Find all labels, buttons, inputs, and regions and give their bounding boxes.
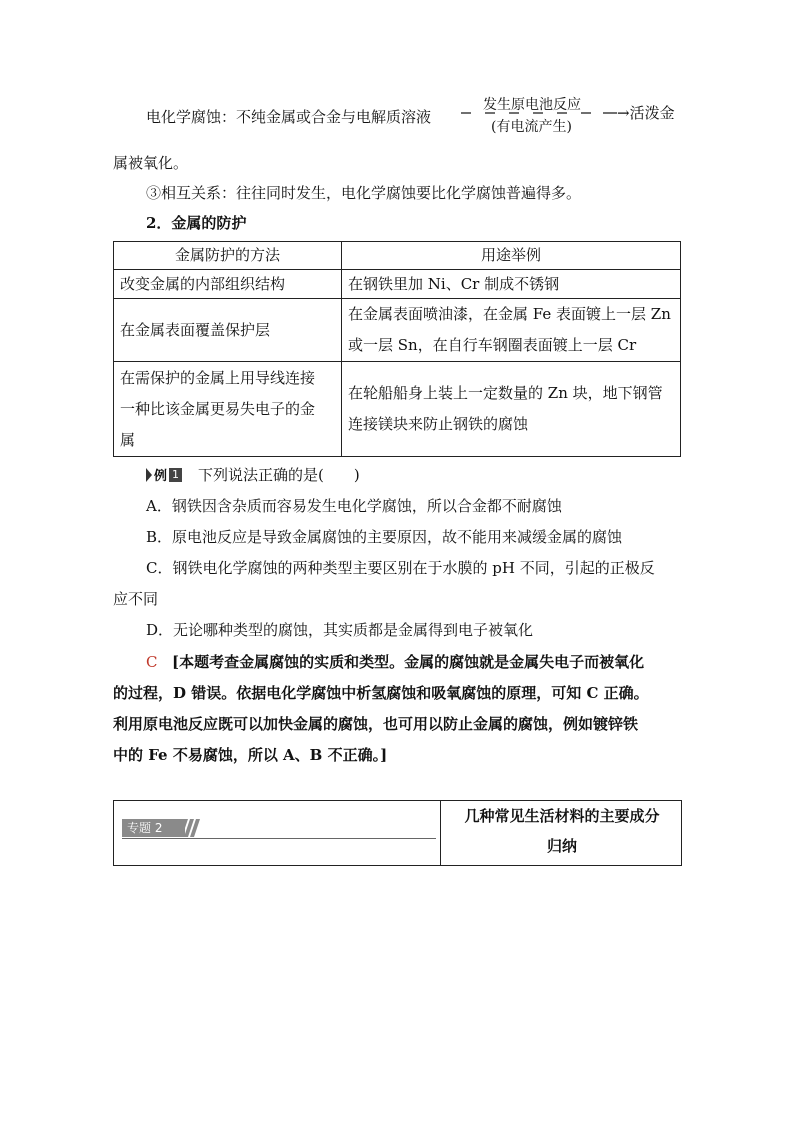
table-cell-example: 在轮船船身上装上一定数量的 Zn 块，地下钢管 连接镁块来防止钢铁的腐蚀 <box>342 362 681 457</box>
topic-title-continued: 归纳 <box>546 837 577 855</box>
arrow-bottom-label: (有电流产生) <box>491 119 572 135</box>
table-row <box>114 270 681 299</box>
table-cell-example: 在金属表面喷油漆，在金属 Fe 表面镀上一层 Zn 或一层 Sn，在自行车钢圈表面镀上一层 Cr <box>342 299 681 362</box>
option-a: A．钢铁因含杂质而容易发生电化学腐蚀，所以合金都不耐腐蚀 <box>146 497 562 515</box>
option-c-continued: 应不同 <box>113 590 159 608</box>
explanation-line: [本题考查金属腐蚀的实质和类型。金属的腐蚀就是金属失电子而被氧化 <box>172 653 645 671</box>
explanation-line: 中的 Fe 不易腐蚀，所以 A、B 不正确。] <box>113 746 388 764</box>
protection-table <box>113 241 681 457</box>
reaction-arrow <box>457 92 675 142</box>
electrochem-continuation: 属被氧化。 <box>113 154 189 172</box>
table-cell-method: 在金属表面覆盖保护层 <box>114 299 342 362</box>
flag-icon <box>146 468 152 482</box>
example-badge: 例 1 <box>146 467 182 482</box>
table-header: 用途举例 <box>342 242 681 270</box>
table-header: 金属防护的方法 <box>114 242 342 270</box>
explanation-line: 利用原电池反应既可以加快金属的腐蚀，也可用以防止金属的腐蚀，例如镀锌铁 <box>113 715 639 733</box>
topic-divider <box>440 801 441 865</box>
explanation-line: 的过程，D 错误。依据电化学腐蚀中析氢腐蚀和吸氧腐蚀的原理，可知 C 正确。 <box>113 684 649 702</box>
topic-title: 几种常见生活材料的主要成分 <box>464 807 660 825</box>
table-cell-example: 在钢铁里加 Ni、Cr 制成不锈钢 <box>342 270 681 299</box>
stripes-icon <box>180 819 204 837</box>
table-row <box>114 362 681 457</box>
topic-tag: 专题 2 <box>122 819 185 837</box>
option-d: D．无论哪种类型的腐蚀，其实质都是金属得到电子被氧化 <box>146 621 534 639</box>
answer-letter: C <box>146 653 158 671</box>
topic-header <box>113 800 682 866</box>
table-header-row <box>114 242 681 270</box>
relation-text: ③相互关系：往往同时发生，电化学腐蚀要比化学腐蚀普遍得多。 <box>146 184 582 202</box>
option-c: C．钢铁电化学腐蚀的两种类型主要区别在于水膜的 pH 不同，引起的正极反 <box>146 559 655 577</box>
table-cell-method: 在需保护的金属上用导线连接 一种比该金属更易失电子的金 属 <box>114 362 342 457</box>
option-b: B．原电池反应是导致金属腐蚀的主要原因，故不能用来减缓金属的腐蚀 <box>146 528 623 546</box>
section-title: 2．金属的防护 <box>146 214 247 232</box>
arrow-top-label: 发生原电池反应 <box>483 97 581 113</box>
table-cell-method: 改变金属的内部组织结构 <box>114 270 342 299</box>
topic-rule <box>122 838 436 839</box>
arrow-tail-text: →活泼金 <box>617 104 675 122</box>
question-text: 下列说法正确的是( ) <box>198 466 360 484</box>
electrochem-definition: 电化学腐蚀：不纯金属或合金与电解质溶液 <box>146 108 432 126</box>
table-row <box>114 299 681 362</box>
